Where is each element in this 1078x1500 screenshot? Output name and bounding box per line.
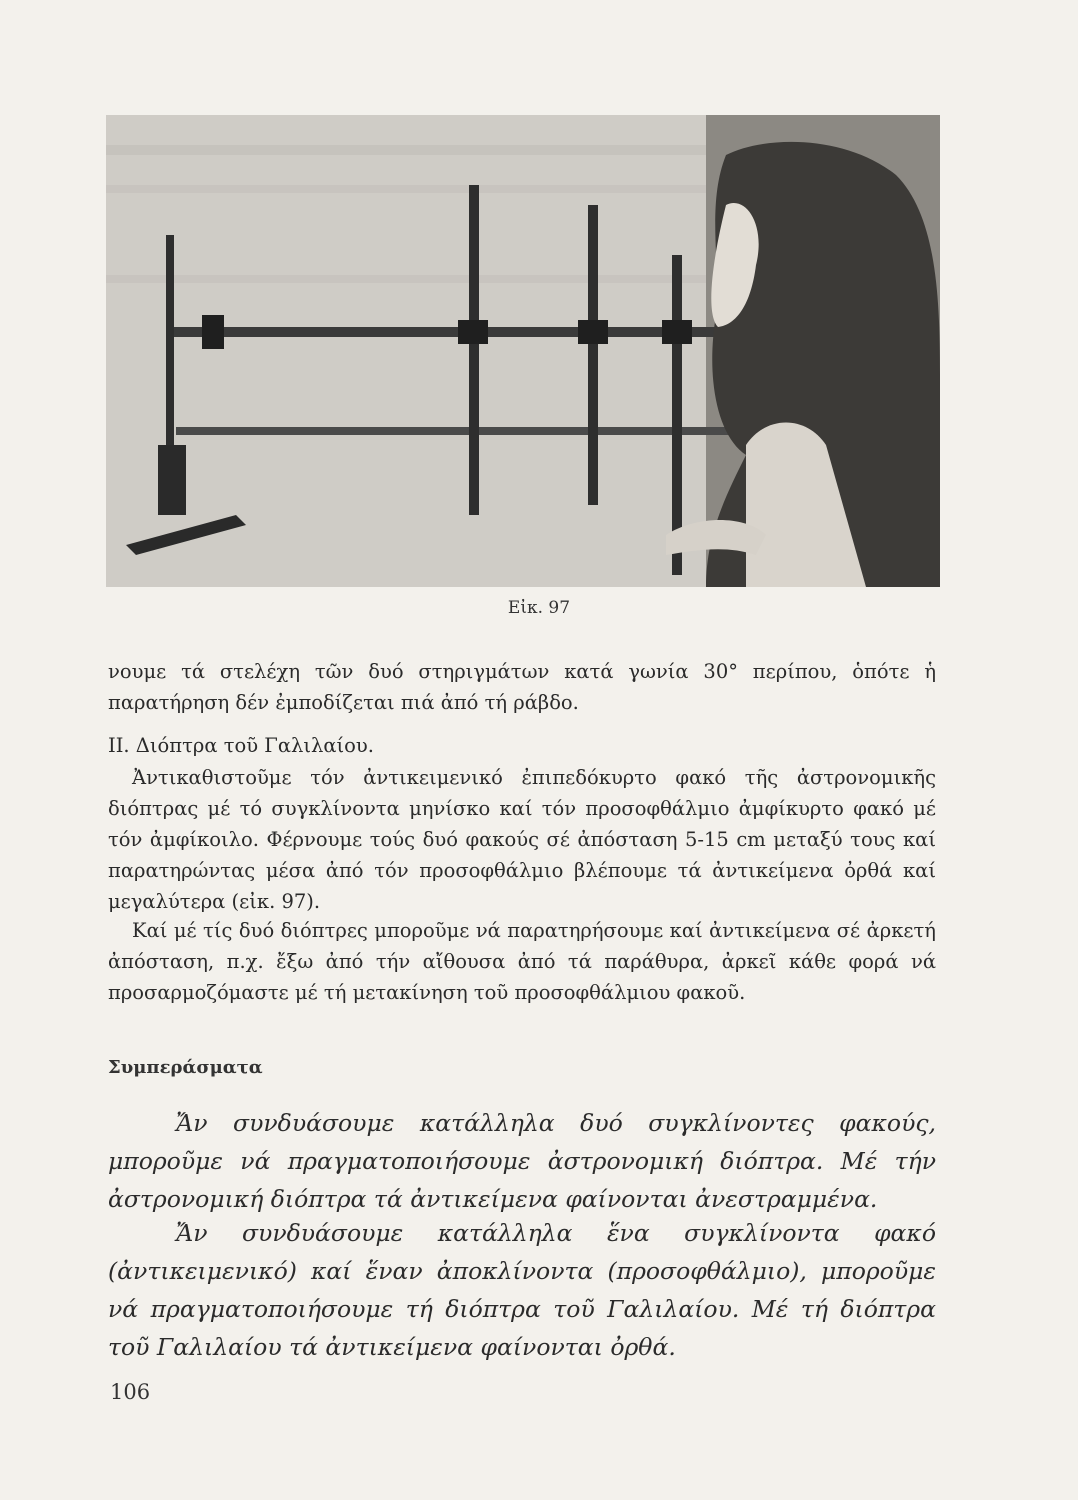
paragraph-both-telescopes: Καί μέ τίς δυό διόπτρες μποροῦμε νά παρατηρήσουμε καί ἀντικείμενα σέ ἀρκετή ἀπόσταση, π.χ. ἔξω ἀπό τήν αἴθουσα ἀπό τά παράθυρα, ἀρκεῖ κάθε φορά νά προσαρμοζόμαστε μέ τή μετακίνηση τοῦ προσοφθάλμιου φακοῦ. (108, 919, 936, 1004)
photo-girl-with-optical-bench (106, 115, 940, 587)
paragraph-continuation: νουμε τά στελέχη τῶν δυό στηριγμάτων κατά γωνία 30° περίπου, ὁπότε ἡ παρατήρηση δέν ἐμποδίζεται πιά ἀπό τή ράβδο. (108, 660, 936, 714)
conclusion-astronomical: Ἄν συνδυάσουμε κατάλληλα δυό συγκλίνοντες φακούς, μποροῦμε νά πραγματοποιήσουμε ἀστρονομική διόπτρα. Μέ τήν ἀστρονομική διόπτρα τά ἀντικείμενα φαίνονται ἀνεστραμμένα. (108, 1109, 936, 1213)
conclusion-galileo: Ἄν συνδυάσουμε κατάλληλα ἕνα συγκλίνοντα φακό (ἀντικειμενικό) καί ἕναν ἀποκλίνοντα (προσοφθάλμιο), μποροῦμε νά πραγματοποιήσουμε τή διόπτρα τοῦ Γαλιλαίου. Μέ τή διόπτρα τοῦ Γαλιλαίου τά ἀντικείμενα φαίνονται ὀρθά. (108, 1219, 936, 1361)
section-heading-galileo: II. Διόπτρα τοῦ Γαλιλαίου. (108, 734, 374, 757)
conclusions-heading: Συμπεράσματα (108, 1057, 263, 1078)
figure-photo (106, 115, 940, 587)
figure-caption: Εἰκ. 97 (507, 598, 571, 618)
paragraph-galileo-description: Ἀντικαθιστοῦμε τόν ἀντικειμενικό ἐπιπεδόκυρτο φακό τῆς ἀστρονομικῆς διόπτρας μέ τό συγκλίνοντα μηνίσκο καί τόν προσοφθάλμιο ἀμφίκυρτο φακό μέ τόν ἀμφίκοιλο. Φέρνουμε τούς δυό φακούς σέ ἀπόσταση 5-15 cm μεταξύ τους καί παρατηρώντας μέσα ἀπό τόν προσοφθάλμιο βλέπουμε τά ἀντικείμενα ὀρθά καί μεγαλύτερα (εἰκ. 97). (108, 766, 936, 913)
page-number: 106 (110, 1380, 151, 1404)
